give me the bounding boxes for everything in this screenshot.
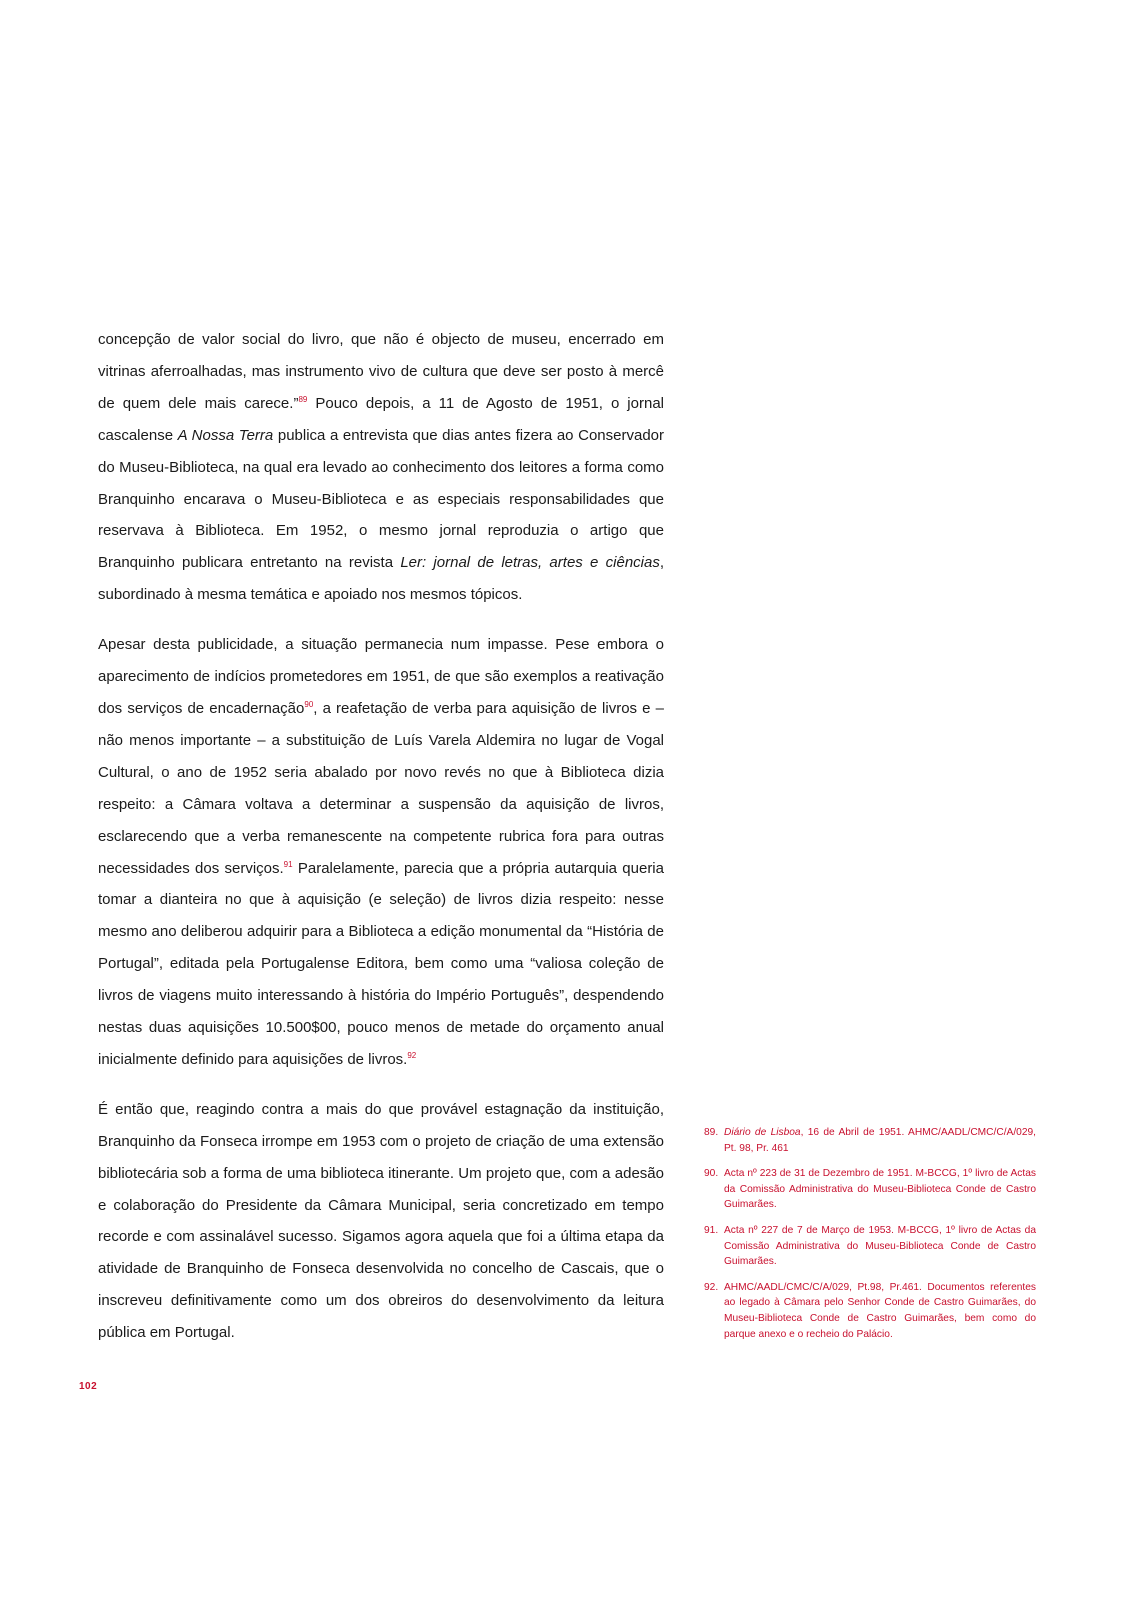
- text-run: É então que, reagindo contra a mais do que provável estagnação da instituição, Branquinho da Fonseca irrompe em 1953 com o projeto de criação de uma extensão bibliotecária sob a forma de uma biblioteca itinerante. Um projeto que, com a adesão e colaboração do Presidente da Câmara Municipal, seria concretizado em tempo recorde e com assinalável sucesso. Sigamos agora aquela que foi a última etapa da atividade de Branquinho de Fonseca desenvolvida no concelho de Cascais, que o inscreveu definitivamente como um dos obreiros do desenvolvimento da leitura pública em Portugal.: [98, 1100, 664, 1342]
- footnote-number: 90.: [704, 1168, 719, 1180]
- newspaper-title: Diário de Lisboa: [724, 1127, 801, 1138]
- text-run: publica a entrevista que dias antes fizera ao Conservador do Museu-Biblioteca, na qual era levado ao conhecimento dos leitores a forma como Branquinho encarava o Museu-Biblioteca e as especiais responsabilidades que reservava à Biblioteca. Em 1952, o mesmo jornal reproduzia o artigo que Branquinho publicara entretanto na revista: [98, 426, 664, 572]
- newspaper-title: A Nossa Terra: [177, 426, 274, 444]
- footnote-89: [704, 1125, 1036, 1156]
- text-run: , a reafetação de verba para aquisição de livros e – não menos importante – a substituição de Luís Varela Aldemira no lugar de Vogal Cultural, o ano de 1952 seria abalado por novo revés no que à Biblioteca dizia respeito: a Câmara voltava a determinar a suspensão da aquisição de livros, esclarecendo que a verba remanescente na competente rubrica fora para outras necessidades dos serviços.: [98, 699, 665, 877]
- footnote-number: 89.: [704, 1127, 719, 1138]
- footnote-text: [724, 1125, 1036, 1156]
- footnote-91: [704, 1223, 1036, 1270]
- main-text-column: [98, 324, 664, 1367]
- text-run: Pouco depois, a 11 de Agosto de 1951, o jornal cascalense: [98, 394, 664, 444]
- footnote-ref-90[interactable]: 90: [304, 699, 314, 709]
- footnote-92: [704, 1280, 1036, 1342]
- paragraph-2: [98, 629, 664, 1076]
- paragraph-3: [98, 1094, 664, 1349]
- footnote-text: Acta nº 227 de 7 de Março de 1953. M-BCCG, 1º livro de Actas da Comissão Administrativa do Museu-Biblioteca Conde de Castro Guimarães.: [724, 1224, 1036, 1268]
- page-number: 102: [79, 1381, 98, 1392]
- footnote-ref-92[interactable]: 92: [407, 1050, 417, 1060]
- text-run: , subordinado à mesma temática e apoiado nos mesmos tópicos.: [98, 554, 665, 604]
- paragraph-1: [98, 324, 664, 611]
- footnote-ref-89[interactable]: 89: [298, 394, 308, 404]
- text-run: Apesar desta publicidade, a situação permanecia num impasse. Pese embora o aparecimento de indícios prometedores em 1951, de que são exemplos a reativação dos serviços de encadernação: [98, 636, 664, 717]
- footnote-text: AHMC/AADL/CMC/C/A/029, Pt.98, Pr.461. Documentos referentes ao legado à Câmara pelo Senhor Conde de Castro Guimarães, do Museu-Biblioteca Conde de Castro Guimarães, bem como do parque anexo e o recheio do Palácio.: [724, 1281, 1036, 1340]
- text-run: concepção de valor social do livro, que não é objecto de museu, encerrado em vitrinas aferroalhadas, mas instrumento vivo de cultura que deve ser posto à mercê de quem dele mais carece.”: [98, 331, 664, 412]
- footnote-number: 92.: [704, 1281, 719, 1293]
- footnote-90: [704, 1166, 1036, 1213]
- footnotes-column: [704, 1125, 1036, 1352]
- text-run: , 16 de Abril de 1951. AHMC/AADL/CMC/C/A/029, Pt. 98, Pr. 461: [724, 1127, 1036, 1154]
- footnote-ref-91[interactable]: 91: [283, 859, 293, 869]
- footnote-number: 91.: [704, 1224, 719, 1236]
- text-run: Paralelamente, parecia que a própria autarquia queria tomar a dianteira no que à aquisição (e seleção) de livros dizia respeito: nesse mesmo ano deliberou adquirir para a Biblioteca a edição monumental da “História de Portugal”, editada pela Portugalense Editora, bem como uma “valiosa coleção de livros de viagens muito interessando à história do Império Português”, despendendo nestas duas aquisições 10.500$00, pouco menos de metade do orçamento anual inicialmente definido para aquisições de livros.: [98, 859, 664, 1068]
- magazine-title: Ler: jornal de letras, artes e ciências: [400, 554, 660, 572]
- footnote-text: Acta nº 223 de 31 de Dezembro de 1951. M-BCCG, 1º livro de Actas da Comissão Administrativa do Museu-Biblioteca Conde de Castro Guimarães.: [724, 1168, 1036, 1211]
